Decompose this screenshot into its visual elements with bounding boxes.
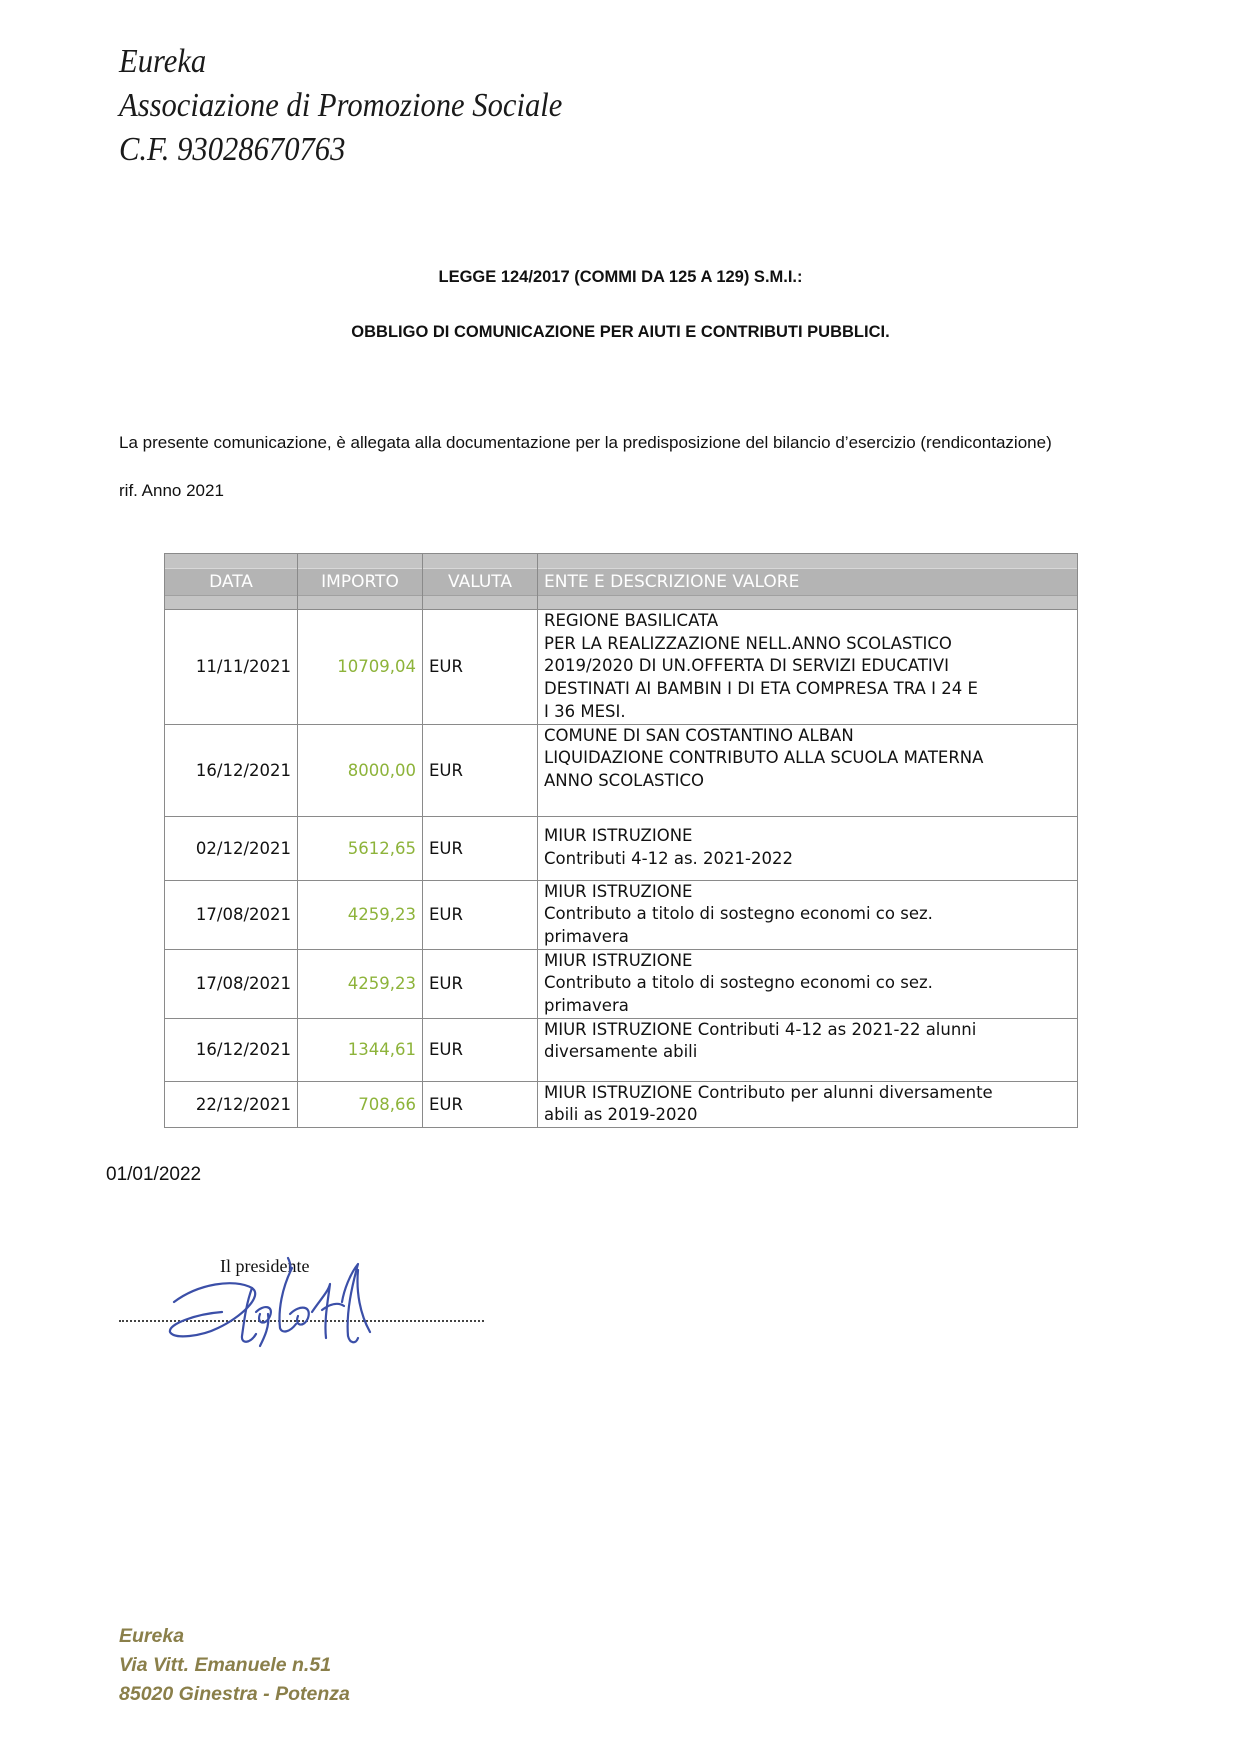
footer-address	[119, 1622, 350, 1709]
table-header-row	[165, 554, 1078, 610]
table-row	[165, 724, 1078, 816]
row-amount: 1344,61	[298, 1018, 423, 1081]
table-row	[165, 949, 1078, 1018]
row-description: COMUNE DI SAN COSTANTINO ALBAN LIQUIDAZIONE CONTRIBUTO ALLA SCUOLA MATERNA ANNO SCOLASTICO	[538, 724, 1078, 816]
row-date: 16/12/2021	[165, 724, 298, 816]
table-row	[165, 1081, 1078, 1127]
row-currency: EUR	[423, 610, 538, 725]
column-header-date: DATA	[165, 554, 298, 610]
row-date: 11/11/2021	[165, 610, 298, 725]
reference-year: rif. Anno 2021	[119, 481, 224, 500]
table-row	[165, 610, 1078, 725]
signature-date: 01/01/2022	[106, 1164, 202, 1185]
row-description: MIUR ISTRUZIONE Contributi 4-12 as. 2021-2022	[538, 816, 1078, 880]
row-currency: EUR	[423, 816, 538, 880]
column-header-amount: IMPORTO	[298, 554, 423, 610]
org-fiscal-code: C.F. 93028670763	[119, 131, 346, 168]
row-description: MIUR ISTRUZIONE Contributo a titolo di sostegno economi co sez. primavera	[538, 949, 1078, 1018]
row-currency: EUR	[423, 1018, 538, 1081]
row-amount: 10709,04	[298, 610, 423, 725]
table-row	[165, 1018, 1078, 1081]
row-currency: EUR	[423, 949, 538, 1018]
row-amount: 8000,00	[298, 724, 423, 816]
row-date: 22/12/2021	[165, 1081, 298, 1127]
table-row	[165, 816, 1078, 880]
row-date: 17/08/2021	[165, 880, 298, 949]
row-currency: EUR	[423, 724, 538, 816]
row-currency: EUR	[423, 1081, 538, 1127]
obligation-title: OBBLIGO DI COMUNICAZIONE PER AIUTI E CONTRIBUTI PUBBLICI.	[351, 323, 890, 341]
row-amount: 4259,23	[298, 949, 423, 1018]
row-description: REGIONE BASILICATA PER LA REALIZZAZIONE NELL.ANNO SCOLASTICO 2019/2020 DI UN.OFFERTA DI SERVIZI EDUCATIVI DESTINATI AI BAMBIN I DI ETA COMPRESA TRA I 24 E I 36 MESI.	[538, 610, 1078, 725]
row-date: 02/12/2021	[165, 816, 298, 880]
org-type: Associazione di Promozione Sociale	[119, 87, 563, 124]
handwritten-signature	[160, 1240, 400, 1355]
row-amount: 4259,23	[298, 880, 423, 949]
org-name: Eureka	[119, 43, 207, 80]
row-description: MIUR ISTRUZIONE Contributo a titolo di sostegno economi co sez. primavera	[538, 880, 1078, 949]
row-date: 16/12/2021	[165, 1018, 298, 1081]
signatory-role: Il presidente	[220, 1256, 310, 1276]
footer-org-name: Eureka	[119, 1625, 185, 1647]
row-amount: 708,66	[298, 1081, 423, 1127]
law-title: LEGGE 124/2017 (COMMI DA 125 A 129) S.M.I.:	[438, 268, 803, 286]
row-amount: 5612,65	[298, 816, 423, 880]
footer-street: Via Vitt. Emanuele n.51	[119, 1654, 332, 1676]
row-description: MIUR ISTRUZIONE Contributi 4-12 as 2021-22 alunni diversamente abili	[538, 1018, 1078, 1081]
column-header-description: ENTE E DESCRIZIONE VALORE	[538, 554, 1078, 610]
column-header-currency: VALUTA	[423, 554, 538, 610]
organization-header	[119, 40, 612, 172]
row-description: MIUR ISTRUZIONE Contributo per alunni diversamente abili as 2019-2020	[538, 1081, 1078, 1127]
row-date: 17/08/2021	[165, 949, 298, 1018]
footer-city: 85020 Ginestra - Potenza	[119, 1683, 350, 1705]
intro-paragraph: La presente comunicazione, è allegata alla documentazione per la predisposizione del bilancio d’esercizio (rendicontazione)	[119, 433, 1052, 452]
table-row	[165, 880, 1078, 949]
row-currency: EUR	[423, 880, 538, 949]
contributions-table	[164, 553, 1078, 1128]
